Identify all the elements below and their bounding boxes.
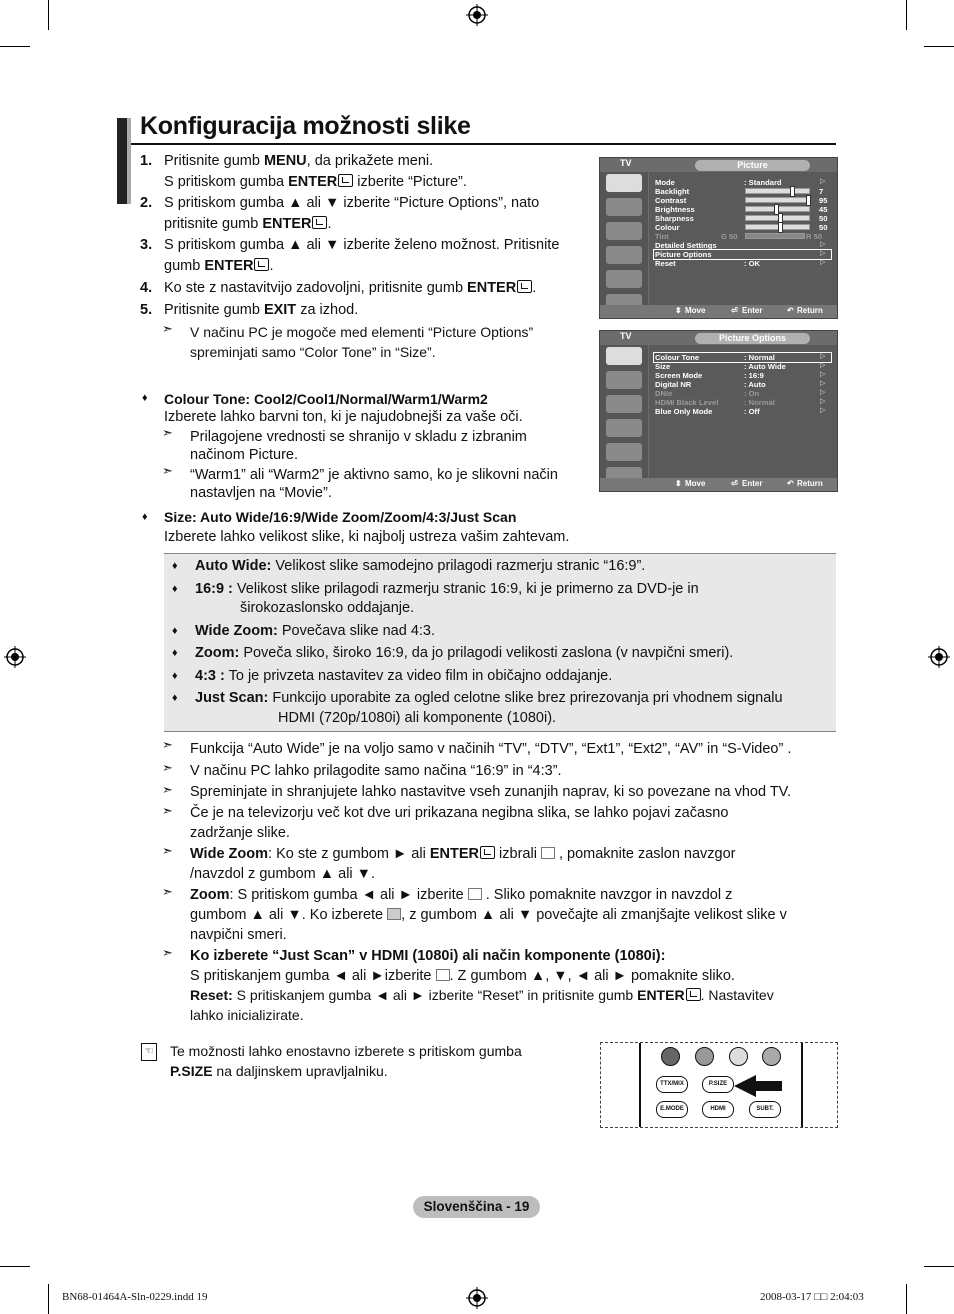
screen-size-icon — [387, 908, 401, 920]
osd-row-label: Mode — [655, 178, 675, 187]
osd-return-label: Return — [797, 479, 823, 488]
subt-button: SUBT. — [749, 1101, 781, 1118]
osd-row-label: Colour Tone — [655, 353, 700, 362]
osd-enter-label: Enter — [742, 479, 763, 488]
osd-arrow-icon: ▷ — [820, 178, 826, 185]
note-arrow-icon: ➣ — [162, 782, 173, 797]
registration-mark-icon — [466, 1287, 488, 1309]
section-desc: Izberete lahko barvni ton, ki je najudobnejši za vaše oči. — [164, 409, 523, 425]
note-arrow-icon: ➣ — [162, 843, 173, 858]
input-menu-icon — [606, 270, 642, 288]
osd-row-number: 50 — [819, 223, 828, 232]
list-item: 16:9 : Velikost slike prilagodi razmerju stranic 16:9, ki je primerno za DVD-je in — [195, 581, 699, 597]
list-item: širokozaslonsko oddajanje. — [240, 600, 415, 616]
osd-row-number: 7 — [819, 187, 824, 196]
osd-tint-g: G 50 — [721, 232, 738, 241]
osd-picture-options-menu — [599, 330, 838, 492]
blue-button — [762, 1047, 781, 1066]
note-text: gumbom ▲ ali ▼. Ko izberete , z gumbom ▲ ali ▼ povečajte ali zmanjšajte velikost slike v — [190, 907, 787, 923]
note-text: Če je na televizorju več kot dve uri prikazana negibna slika, se lahko pojavi začasno — [190, 805, 729, 821]
osd-row-label: DNIe — [655, 389, 673, 398]
step-text: S pritiskom gumba ▲ ali ▼ izberite “Picture Options”, nato — [164, 195, 540, 211]
title-underline — [131, 143, 836, 145]
setup-menu-icon — [606, 246, 642, 264]
section-heading: Size: Auto Wide/16:9/Wide Zoom/Zoom/4:3/Just Scan — [164, 509, 517, 525]
registration-mark-icon — [928, 646, 950, 668]
yellow-button — [729, 1047, 748, 1066]
osd-slider — [745, 233, 805, 239]
note-arrow-icon: ➣ — [162, 737, 173, 752]
tip-text: Te možnosti lahko enostavno izberete s pritiskom gumba — [170, 1043, 522, 1059]
diamond-bullet-icon: ♦ — [172, 647, 178, 659]
step-text: Ko ste z nastavitvijo zadovoljni, pritisnite gumb ENTER . — [164, 280, 537, 296]
osd-arrow-icon: ▷ — [820, 389, 826, 396]
osd-row-label: Colour — [655, 223, 680, 232]
note-text: S pritiskanjem gumba ◄ ali ►izberite . Z gumbom ▲, ▼, ◄ ali ► pomaknite sliko. — [190, 968, 735, 984]
osd-row-label: Blue Only Mode — [655, 407, 713, 416]
osd-row-label: HDMI Black Level — [655, 398, 719, 407]
note-arrow-icon: ➣ — [162, 945, 173, 960]
osd-row-number: 95 — [819, 196, 828, 205]
enter-icon — [480, 846, 495, 859]
osd-slider — [745, 206, 810, 212]
osd-slider — [745, 215, 810, 221]
screen-position-icon — [468, 888, 482, 900]
setup-menu-icon — [606, 419, 642, 437]
note-arrow-icon: ➣ — [162, 884, 173, 899]
osd-arrow-icon: ▷ — [820, 259, 826, 266]
red-button — [661, 1047, 680, 1066]
note-text: nastavljen na “Movie”. — [190, 485, 332, 501]
enter-icon — [312, 216, 327, 229]
note-text: V načinu PC je mogoče med elementi “Picture Options” — [190, 324, 534, 340]
move-icon: ⬍ — [675, 479, 682, 488]
enter-icon: ⏎ — [731, 306, 738, 315]
osd-slider — [745, 197, 810, 203]
osd-slider — [745, 224, 810, 230]
osd-footer — [600, 478, 837, 491]
osd-arrow-icon: ▷ — [820, 241, 826, 248]
osd-header: Picture Options — [695, 333, 810, 344]
hdmi-button: HDMI — [702, 1101, 734, 1118]
diamond-bullet-icon: ♦ — [172, 625, 178, 637]
note-arrow-icon: ➣ — [162, 760, 173, 775]
diamond-bullet-icon: ♦ — [142, 392, 148, 404]
input-menu-icon — [606, 443, 642, 461]
enter-icon — [517, 280, 532, 293]
step-number: 3. — [140, 237, 153, 253]
sound-menu-icon — [606, 198, 642, 216]
green-button — [695, 1047, 714, 1066]
ttx-mix-button: TTX/MIX — [656, 1076, 688, 1093]
osd-arrow-icon: ▷ — [820, 250, 826, 257]
note-text: Zoom: S pritiskom gumba ◄ ali ► izberite . Sliko pomaknite navzgor in navzdol z — [190, 887, 733, 903]
channel-menu-icon — [606, 395, 642, 413]
note-text: spreminjati samo “Color Tone” in “Size”. — [190, 344, 436, 360]
osd-footer — [600, 305, 837, 318]
osd-tv-label: TV — [620, 158, 632, 168]
osd-row-label: Size — [655, 362, 671, 371]
return-icon: ↶ — [787, 306, 794, 315]
osd-row-value: : Normal — [744, 398, 775, 407]
step-text: Pritisnite gumb EXIT za izhod. — [164, 302, 359, 318]
sound-menu-icon — [606, 371, 642, 389]
step-text: S pritiskom gumba ENTER izberite “Picture”. — [164, 174, 467, 190]
osd-row-value: : 16:9 — [744, 371, 764, 380]
section-desc: Izberete lahko velikost slike, ki najbolj ustreza vašim zahtevam. — [164, 529, 570, 545]
channel-menu-icon — [606, 222, 642, 240]
step-text: Pritisnite gumb MENU, da prikažete meni. — [164, 153, 434, 169]
step-text: S pritiskom gumba ▲ ali ▼ izberite želeno možnost. Pritisnite — [164, 237, 560, 253]
osd-enter-label: Enter — [742, 306, 763, 315]
osd-arrow-icon: ▷ — [820, 371, 826, 378]
page-number-label: Slovenščina - 19 — [413, 1196, 540, 1218]
osd-arrow-icon: ▷ — [820, 362, 826, 369]
enter-icon — [254, 258, 269, 271]
osd-slider-knob — [778, 222, 783, 233]
section-heading: Colour Tone: Cool2/Cool1/Normal/Warm1/Warm2 — [164, 391, 488, 407]
note-arrow-icon: ➣ — [162, 463, 173, 478]
note-text: Funkcija “Auto Wide” je na voljo samo v načinih “TV”, “DTV”, “Ext1”, “Ext2”, “AV” in “S-Video” . — [190, 741, 792, 757]
osd-row-value: : Off — [744, 407, 760, 416]
note-text: /navzdol z gumbom ▲ ali ▼. — [190, 866, 376, 882]
osd-row-value: : Standard — [744, 178, 782, 187]
osd-move-label: Move — [685, 306, 706, 315]
note-arrow-icon: ➣ — [162, 425, 173, 440]
tip-text: P.SIZE na daljinskem upravljalniku. — [170, 1063, 388, 1079]
crop-mark — [906, 1284, 907, 1314]
osd-row-label: Digital NR — [655, 380, 692, 389]
enter-icon — [686, 988, 701, 1001]
osd-arrow-icon: ▷ — [820, 380, 826, 387]
osd-slider — [745, 188, 810, 194]
note-text: Prilagojene vrednosti se shranijo v skladu z izbranim — [190, 429, 527, 445]
osd-arrow-icon: ▷ — [820, 353, 826, 360]
e-mode-button: E.MODE — [656, 1101, 688, 1118]
crop-mark — [924, 46, 954, 47]
osd-row-value: : Normal — [744, 353, 775, 362]
enter-icon: ⏎ — [731, 479, 738, 488]
footer-file-info: BN68-01464A-Sln-0229.indd 19 — [62, 1291, 208, 1303]
return-icon: ↶ — [787, 479, 794, 488]
osd-picture-menu — [599, 157, 838, 319]
step-number: 1. — [140, 153, 153, 169]
registration-mark-icon — [466, 4, 488, 26]
osd-slider-knob — [790, 186, 795, 197]
osd-arrow-icon: ▷ — [820, 407, 826, 414]
osd-row-label: Sharpness — [655, 214, 694, 223]
list-item: Wide Zoom: Povečava slike nad 4:3. — [195, 623, 436, 639]
list-item: Just Scan: Funkcijo uporabite za ogled celotne slike brez prirezovanja pri vhodnem signalu — [195, 690, 783, 706]
osd-row-label: Brightness — [655, 205, 695, 214]
osd-row-number: 50 — [819, 214, 828, 223]
osd-row-label: Detailed Settings — [655, 241, 717, 250]
list-item: Auto Wide: Velikost slike samodejno prilagodi razmerju stranic “16:9”. — [195, 558, 646, 574]
note-text: načinom Picture. — [190, 447, 298, 463]
step-number: 5. — [140, 302, 153, 318]
osd-sidebar — [600, 172, 648, 305]
note-text: Wide Zoom: Ko ste z gumbom ► ali ENTER izbrali , pomaknite zaslon navzgor — [190, 846, 736, 862]
step-text: gumb ENTER . — [164, 258, 274, 274]
osd-row-value: : OK — [744, 259, 761, 268]
list-item: Zoom: Poveča sliko, široko 16:9, da jo prilagodi velikosti zaslona (v navpični smeri). — [195, 645, 734, 661]
pointing-arrow-icon — [734, 1071, 784, 1101]
osd-row-value: : On — [744, 389, 760, 398]
diamond-bullet-icon: ♦ — [172, 692, 178, 704]
crop-mark — [906, 0, 907, 30]
enter-icon — [338, 174, 353, 187]
p-size-button: P.SIZE — [702, 1076, 734, 1093]
note-text: “Warm1” ali “Warm2” je aktivno samo, ko je slikovni način — [190, 467, 558, 483]
registration-mark-icon — [4, 646, 26, 668]
list-item: HDMI (720p/1080i) ali komponente (1080i). — [278, 710, 557, 726]
osd-row-label: Backlight — [655, 187, 690, 196]
crop-mark — [48, 1284, 49, 1314]
move-icon: ⬍ — [675, 306, 682, 315]
screen-position-icon — [541, 847, 555, 859]
note-text: Reset: S pritiskanjem gumba ◄ ali ► izberite “Reset” in pritisnite gumb ENTER . Nastavitev — [190, 987, 774, 1003]
note-text: lahko inicializirate. — [190, 1007, 304, 1023]
osd-row-value: : Auto Wide — [744, 362, 786, 371]
note-text: navpični smeri. — [190, 927, 287, 943]
osd-tv-label: TV — [620, 331, 632, 341]
osd-slider-knob — [806, 195, 811, 206]
note-text: zadržanje slike. — [190, 825, 290, 841]
osd-row-value: : Auto — [744, 380, 766, 389]
osd-row-label: Tint — [655, 232, 669, 241]
osd-tint-r: R 50 — [806, 232, 823, 241]
title-bar-decoration — [127, 118, 131, 204]
step-number: 4. — [140, 280, 153, 296]
crop-mark — [0, 46, 30, 47]
screen-position-icon — [436, 969, 450, 981]
footer-timestamp: 2008-03-17 □□ 2:04:03 — [760, 1291, 864, 1303]
picture-menu-icon — [606, 174, 642, 192]
osd-return-label: Return — [797, 306, 823, 315]
osd-sidebar — [600, 345, 648, 478]
osd-row-label: Screen Mode — [655, 371, 703, 380]
note-text: Ko izberete “Just Scan” v HDMI (1080i) ali način komponente (1080i): — [190, 948, 666, 964]
picture-menu-icon — [606, 347, 642, 365]
hand-note-icon: ☜ — [141, 1043, 157, 1061]
step-number: 2. — [140, 195, 153, 211]
diamond-bullet-icon: ♦ — [172, 583, 178, 595]
osd-row-label: Contrast — [655, 196, 687, 205]
osd-row-label: Picture Options — [655, 250, 712, 259]
crop-mark — [48, 0, 49, 30]
step-text: pritisnite gumb ENTER . — [164, 216, 332, 232]
list-item: 4:3 : To je privzeta nastavitev za video film in običajno oddajanje. — [195, 668, 613, 684]
crop-mark — [924, 1266, 954, 1267]
osd-row-number: 45 — [819, 205, 828, 214]
remote-control-illustration — [600, 1042, 838, 1128]
osd-arrow-icon: ▷ — [820, 398, 826, 405]
diamond-bullet-icon: ♦ — [172, 560, 178, 572]
page-title: Konfiguracija možnosti slike — [140, 112, 471, 140]
osd-row-label: Reset — [655, 259, 676, 268]
note-text: V načinu PC lahko prilagodite samo načina “16:9” in “4:3”. — [190, 763, 562, 779]
note-arrow-icon: ➣ — [162, 321, 173, 336]
diamond-bullet-icon: ♦ — [142, 511, 148, 523]
note-arrow-icon: ➣ — [162, 803, 173, 818]
crop-mark — [0, 1266, 30, 1267]
osd-move-label: Move — [685, 479, 706, 488]
osd-header: Picture — [695, 160, 810, 171]
note-text: Spreminjate in shranjujete lahko nastavitve vseh zunanjih naprav, ki so povezane na vhod TV. — [190, 784, 792, 800]
diamond-bullet-icon: ♦ — [172, 670, 178, 682]
